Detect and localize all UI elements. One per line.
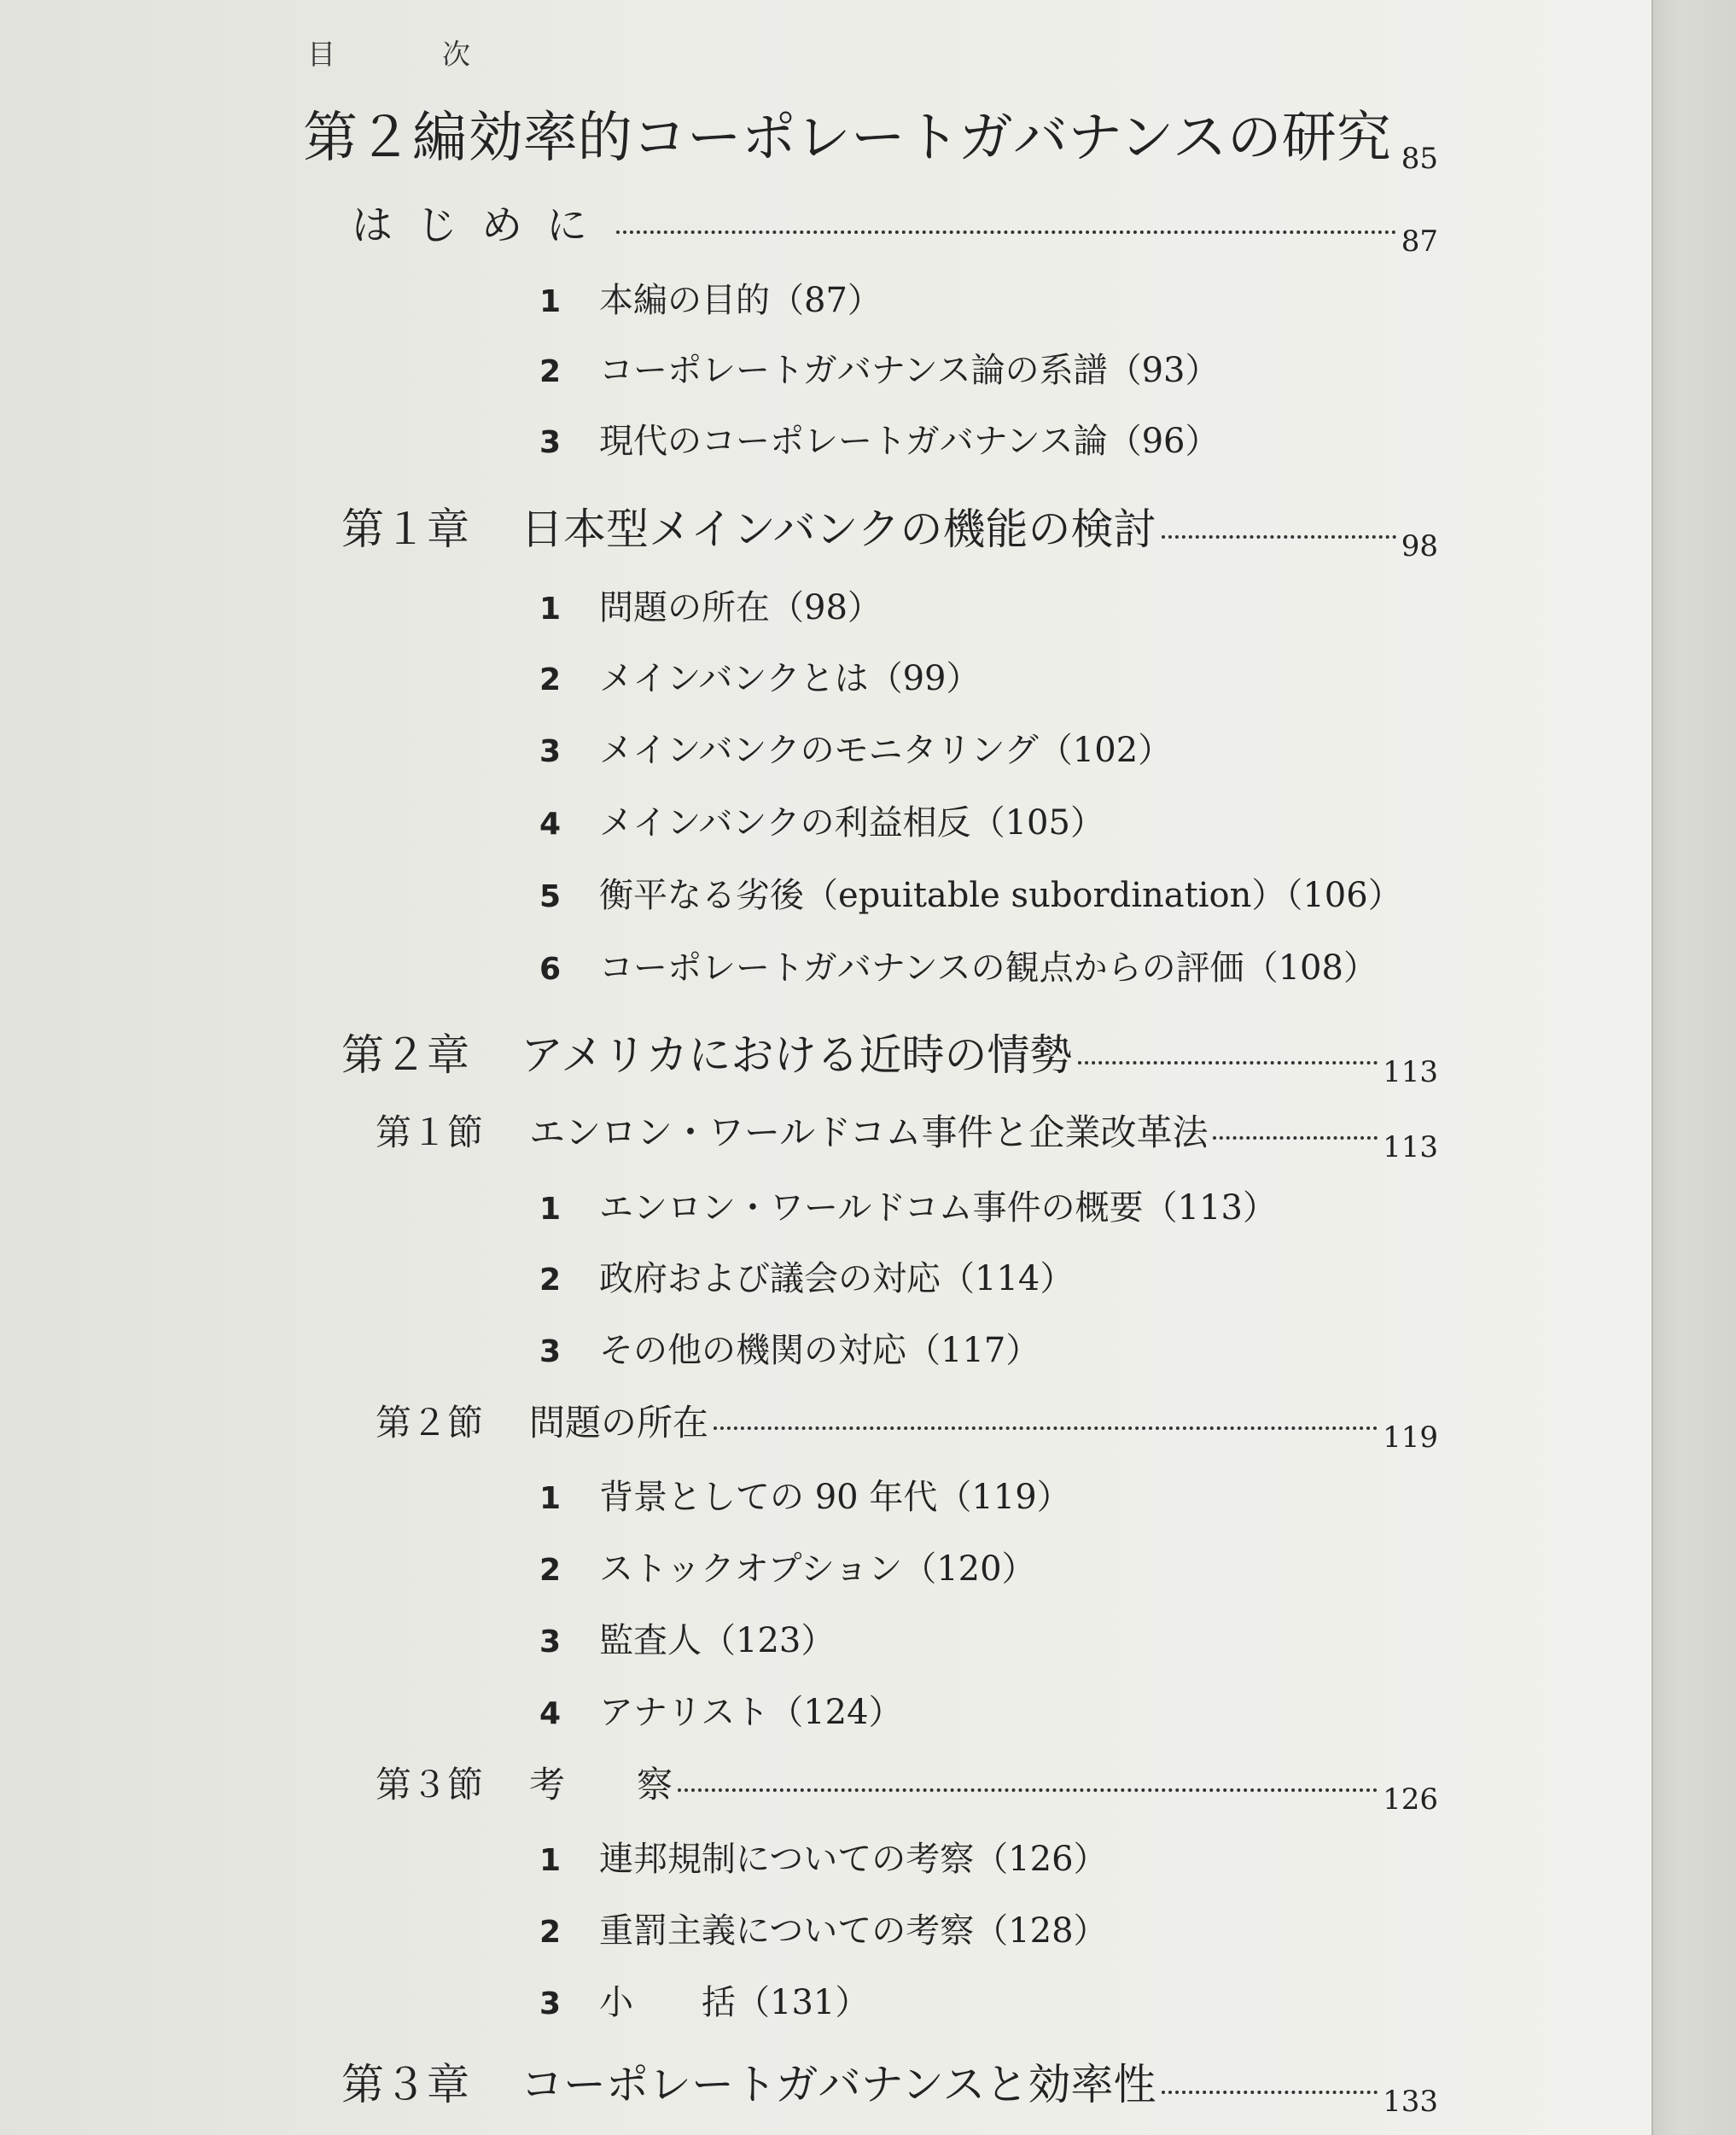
part-title: 効率的コーポレートガバナンスの研究 xyxy=(468,107,1391,170)
toc-item: 3 その他の機関の対応（117） xyxy=(539,1331,1040,1370)
dot-leader xyxy=(1078,1061,1378,1065)
toc-item: 3 メインバンクのモニタリング（102） xyxy=(539,731,1173,770)
toc-item: 1 連邦規制についての考察（126） xyxy=(539,1840,1108,1879)
dot-leader xyxy=(1162,535,1396,539)
toc-item: 3 小 括（131） xyxy=(539,1983,870,2022)
dot-leader xyxy=(678,1788,1378,1792)
running-head: 目 次 xyxy=(307,38,510,71)
part-label: 第２編 xyxy=(303,107,467,170)
toc-item: 3 監査人（123） xyxy=(539,1621,836,1660)
toc-item: 4 アナリスト（124） xyxy=(539,1693,903,1732)
toc-item: 2 重罰主義についての考察（128） xyxy=(539,1911,1108,1951)
toc-item: 2 ストックオプション（120） xyxy=(539,1549,1036,1589)
toc-item: 1 問題の所在（98） xyxy=(539,588,882,627)
chapter-3-heading: 第３章 コーポレートガバナンスと効率性 133 xyxy=(341,2060,1438,2119)
toc-item: 1 本編の目的（87） xyxy=(539,281,882,320)
part-heading xyxy=(303,94,1438,176)
dot-leader xyxy=(616,230,1396,234)
toc-item: 5 衡平なる劣後（epuitable subordination）（106） xyxy=(539,876,1402,915)
page-edge xyxy=(1652,0,1736,2135)
toc-item: 1 背景としての 90 年代（119） xyxy=(539,1478,1071,1517)
dot-leader xyxy=(1162,2091,1378,2094)
dot-leader xyxy=(714,1426,1378,1430)
toc-item: 3 現代のコーポレートガバナンス論（96） xyxy=(539,422,1220,461)
intro-title: はじめに xyxy=(352,201,612,249)
chapter-2-heading: 第２章 アメリカにおける近時の情勢 113 xyxy=(341,1030,1438,1089)
toc-item: 4 メインバンクの利益相反（105） xyxy=(539,803,1104,843)
intro-page: 87 xyxy=(1401,225,1438,259)
toc-item: 6 コーポレートガバナンスの観点からの評価（108） xyxy=(539,948,1378,988)
section-1-heading: 第１節 エンロン・ワールドコム事件と企業改革法 113 xyxy=(376,1111,1438,1164)
chapter-1-heading: 第１章 日本型メインバンクの機能の検討 98 xyxy=(341,505,1438,563)
toc-item: 2 政府および議会の対応（114） xyxy=(539,1259,1075,1298)
toc-item: 1 エンロン・ワールドコム事件の概要（113） xyxy=(539,1188,1277,1228)
toc-item: 2 コーポレートガバナンス論の系譜（93） xyxy=(539,351,1220,390)
intro-heading xyxy=(352,192,1438,259)
section-2-heading: 第２節 問題の所在 119 xyxy=(376,1402,1438,1455)
section-3-heading: 第３節 考 察 126 xyxy=(376,1764,1438,1817)
toc-item: 2 メインバンクとは（99） xyxy=(539,659,981,698)
part-page: 85 xyxy=(1401,142,1438,176)
dot-leader xyxy=(1213,1136,1378,1140)
